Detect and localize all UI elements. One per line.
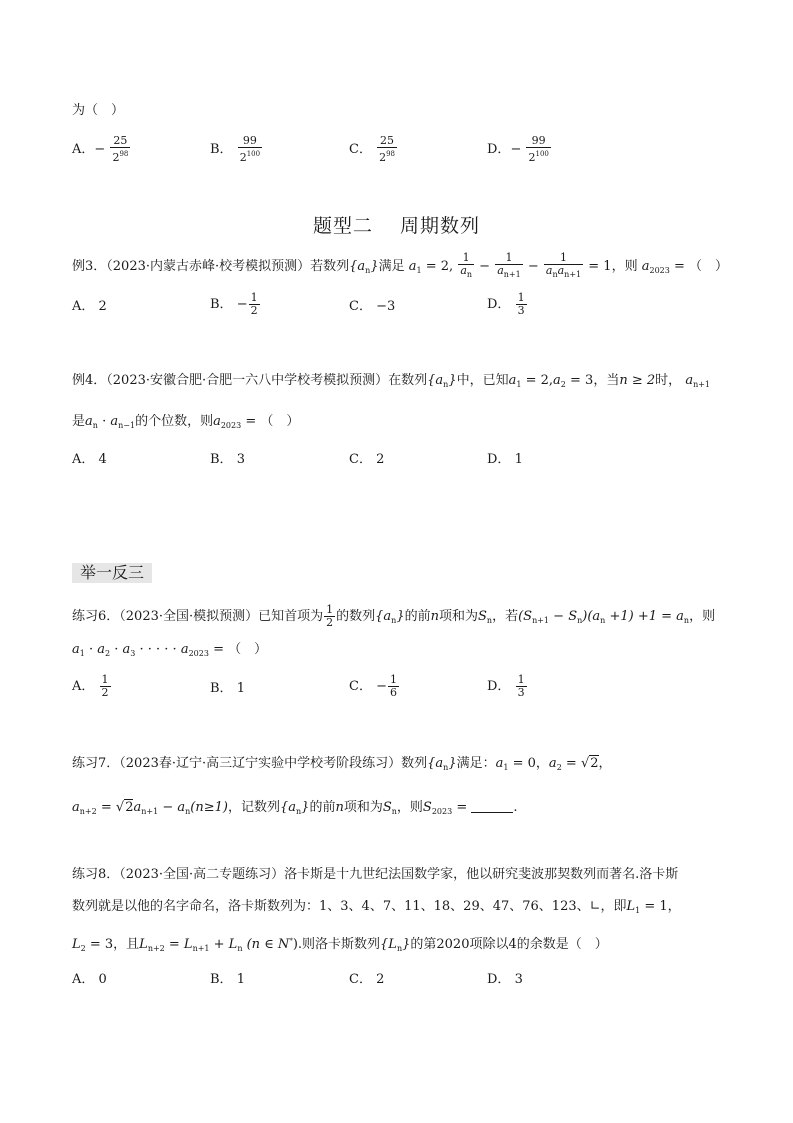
fraction: $\frac{1}{2}$ (326, 603, 334, 629)
example-4-line-1: 例4．（2023·安徽合肥·合肥一六八中学校考模拟预测）在数列$\{a_n\}$中，已知$a_1 = 2,a_2 = 3$，当n ≥ 2时， $a_{n+1}$ (72, 373, 711, 389)
option-b: B． − $\frac{1}{2}$ (210, 291, 258, 317)
fraction: $\frac{1}{3}$ (517, 673, 525, 699)
fraction: $\frac{1}{2}$ (250, 291, 258, 317)
option-a (72, 135, 131, 164)
option-b: B． 1 (210, 972, 245, 987)
option-d: D． $\frac{1}{3}$ (487, 291, 525, 317)
option-c: C． 2 (349, 972, 385, 987)
fraction: $\frac{25}{2^{98}}$ (379, 134, 396, 164)
exercise-6-line-1: 练习6．（2023·全国·模拟预测）已知首项为 $\frac{1}{2}$ 的数列$\{a_n\}$的前n项和为$S_n$，若$(S_{n+1} - S_n)(a_n +1) +1 = a_n$，则 (72, 603, 716, 629)
fraction: $\frac{1}{a_{n+1}}$ (497, 251, 521, 279)
option-d: D． 1 (487, 452, 523, 467)
exercise-8-line-2: 数列就是以他的名字命名，洛卡斯数列为：1、3、4、7、11、18、29、47、76、123、∟，即$L_1 = 1$， (72, 899, 681, 915)
fraction: $\frac{1}{a_n}$ (460, 251, 473, 279)
fraction: $\frac{99}{2^{100}}$ (528, 134, 549, 164)
fraction: $\frac{1}{6}$ (390, 673, 397, 699)
option-label: D． (487, 142, 511, 157)
fraction: $\frac{25}{2^{98}}$ (112, 134, 129, 164)
exercise-6-line-2: $a_1 \cdot a_2 \cdot a_3$ · · · · · $a_{2023}$ = （ ） (72, 642, 268, 658)
option-label: B． (210, 142, 233, 157)
exercise-7-line-2: $a_{n+2} = √2a_{n+1} - a_n(n\ge 1)$，记数列$\{a_n\}$的前n项和为$S_n$，则$S_{2023}$ = . (72, 800, 518, 816)
option-c (349, 135, 398, 164)
exercise-7-line-1: 练习7．（2023春·辽宁·高三辽宁实验中学校考阶段练习）数列$\{a_n\}$满足：$a_1 = 0$，$a_2 = √2$， (72, 756, 612, 772)
question-tail-text: 为（ ） (72, 103, 125, 118)
option-d (487, 135, 552, 164)
option-a: A． 2 (72, 299, 107, 314)
fraction: $\frac{99}{2^{100}}$ (239, 134, 261, 164)
answer-blank[interactable] (471, 800, 513, 813)
option-b: B． 3 (210, 452, 245, 467)
section-title: 题型二 周期数列 (312, 215, 481, 237)
option-d: D． 3 (487, 972, 523, 987)
fraction: $\frac{1}{2}$ (101, 673, 109, 699)
exercise-8-line-1: 练习8．（2023·全国·高二专题练习）洛卡斯是十九世纪法国数学家，他以研究斐波那契数列而著名.洛卡斯 (72, 867, 679, 882)
option-c: C． −3 (349, 299, 396, 314)
option-a: A． $\frac{1}{2}$ (72, 673, 109, 699)
option-sign: − (94, 142, 106, 157)
option-c: C． 2 (349, 452, 385, 467)
option-b (210, 135, 263, 164)
option-sign: − (510, 142, 522, 157)
example-3-stem: 例3．（2023·内蒙古赤峰·校考模拟预测）若数列$\{a_n\}$满足 $a_1 = 2$, $\frac{1}{a_n}$ − $\frac{1}{a_{n+1}}$ − $\frac{1}{a_na_{n+1}}$ = 1，则 $a_{2023}$ = （ ） (72, 251, 729, 279)
option-a: A． 4 (72, 452, 107, 467)
option-label: A． (72, 142, 95, 157)
option-b: B． 1 (210, 681, 245, 696)
option-label: C． (349, 142, 372, 157)
option-d: D． $\frac{1}{3}$ (487, 673, 525, 699)
example-4-line-2: 是$a_n \cdot a_{n-1}$的个位数，则$a_{2023}$ = （ ） (72, 414, 300, 430)
section-badge: 举一反三 (72, 563, 152, 583)
fraction: $\frac{1}{3}$ (517, 291, 525, 317)
option-c: C． − $\frac{1}{6}$ (349, 673, 397, 699)
option-a: A． 0 (72, 972, 107, 987)
exercise-8-line-3: $L_2 = 3$，且$L_{n+2} = L_{n+1} + L_n$ (n ∈ N*).则洛卡斯数列$\{L_n\}$的第2020项除以4的余数是（ ） (72, 937, 608, 953)
fraction: $\frac{1}{a_na_{n+1}}$ (545, 251, 582, 279)
